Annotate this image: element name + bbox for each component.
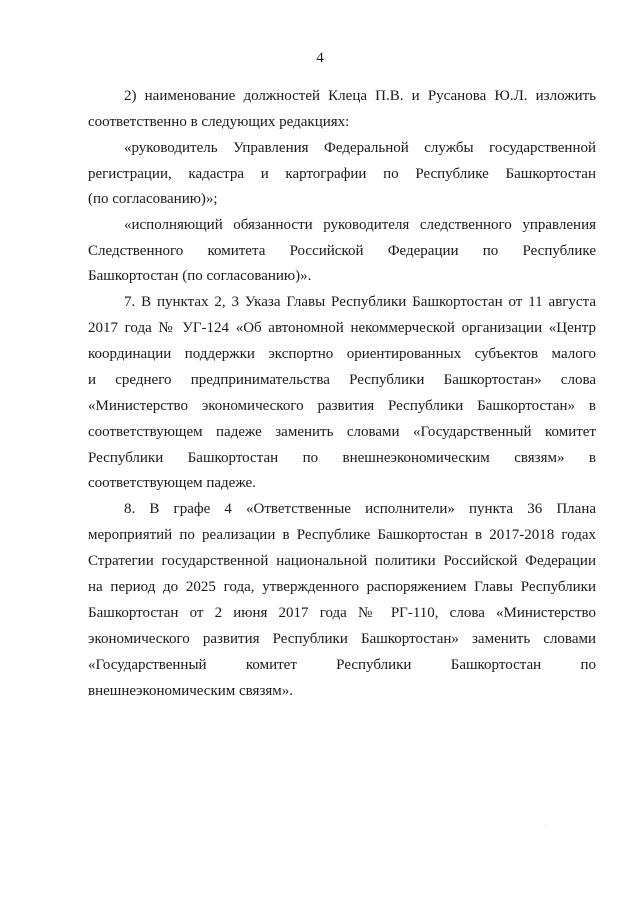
text-line: Следственного комитета Российской Федерации по Республике [88, 243, 596, 259]
text-line: и среднего предпринимательства Республики Башкортостан» слова [88, 372, 596, 388]
text-line: соответственно в следующих редакциях: [88, 114, 350, 130]
text-line: внешнеэкономическим связям». [88, 683, 294, 699]
text-line: Республики Башкортостан по внешнеэкономическим связям» в [88, 450, 596, 466]
text-line: регистрации, кадастра и картографии по Республике Башкортостан [88, 166, 596, 182]
text-line: (по согласованию)»; [88, 191, 218, 207]
text-line: «руководитель Управления Федеральной службы государственной [124, 140, 596, 156]
text-line: «Министерство экономического развития Республики Башкортостан» в [88, 398, 596, 414]
text-line: координации поддержки экспортно ориентированных субъектов малого [88, 346, 596, 362]
text-line: соответствующем падеже. [88, 475, 256, 491]
text-line: Башкортостан от 2 июня 2017 года № РГ-110, слова «Министерство [88, 605, 596, 621]
text-line: Стратегии государственной национальной политики Российской Федерации [88, 553, 596, 569]
page-number: 4 [316, 50, 324, 66]
text-line: соответствующем падеже заменить словами «Государственный комитет [88, 424, 596, 440]
text-line: 7. В пунктах 2, 3 Указа Главы Республики Башкортостан от 11 августа [124, 294, 596, 310]
text-line: 2) наименование должностей Клеца П.В. и Русанова Ю.Л. изложить [124, 88, 596, 104]
text-line: 8. В графе 4 «Ответственные исполнители» пункта 36 Плана [124, 501, 596, 517]
text-line: «исполняющий обязанности руководителя следственного управления [124, 217, 596, 233]
text-line: «Государственный комитет Республики Башкортостан по [88, 657, 596, 673]
text-line: на период до 2025 года, утвержденного распоряжением Главы Республики [88, 579, 596, 595]
text-line: 2017 года № УГ-124 «Об автономной некоммерческой организации «Центр [88, 320, 596, 336]
text-line: Башкортостан (по согласованию)». [88, 268, 312, 284]
scan-artifact [545, 826, 546, 827]
text-line: экономического развития Республики Башкортостан» заменить словами [88, 631, 596, 647]
text-line: мероприятий по реализации в Республике Башкортостан в 2017-2018 годах [88, 527, 596, 543]
